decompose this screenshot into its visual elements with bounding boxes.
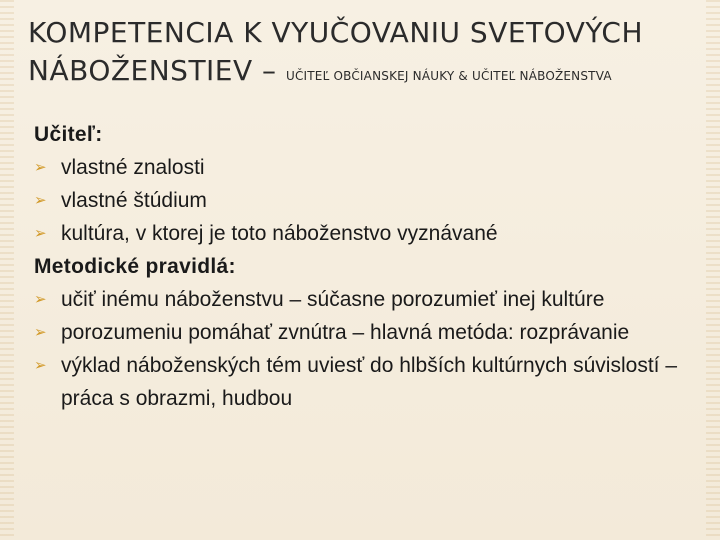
list-item — [34, 217, 694, 250]
title-subtitle: UČITEĽ OBČIANSKEJ NÁUKY & UČITEĽ NÁBOŽENSTVA — [285, 69, 612, 83]
arrow-bullet-icon: ➢ — [34, 323, 47, 341]
arrow-bullet-icon: ➢ — [34, 158, 47, 176]
title-line-2 — [28, 52, 708, 95]
list-item-text: učiť inému náboženstvu – súčasne porozumieť inej kultúre — [61, 288, 605, 311]
section-heading-teacher: Učiteľ: — [34, 123, 103, 146]
title-line-1: KOMPETENCIA K VYUČOVANIU SVETOVÝCH — [28, 16, 644, 49]
decorative-border-left — [0, 0, 14, 540]
slide-content — [34, 118, 694, 415]
list-item-text: vlastné znalosti — [61, 156, 205, 179]
arrow-bullet-icon: ➢ — [34, 224, 47, 242]
section-heading-methods: Metodické pravidlá: — [34, 255, 236, 278]
list-item — [34, 316, 694, 349]
decorative-border-right — [706, 0, 720, 540]
slide-title — [28, 14, 708, 95]
list-item-text: porozumeniu pomáhať zvnútra – hlavná metóda: rozprávanie — [61, 321, 630, 344]
list-item — [34, 151, 694, 184]
list-item-text: vlastné štúdium — [61, 189, 207, 212]
list-item — [34, 349, 694, 415]
list-item-text: výklad náboženských tém uviesť do hlbších kultúrnych súvislostí – práca s obrazmi, hudbou — [61, 354, 678, 410]
arrow-bullet-icon: ➢ — [34, 356, 47, 374]
list-item — [34, 184, 694, 217]
title-line-2-main: NÁBOŽENSTIEV – — [28, 54, 286, 87]
list-item — [34, 283, 694, 316]
arrow-bullet-icon: ➢ — [34, 191, 47, 209]
arrow-bullet-icon: ➢ — [34, 290, 47, 308]
list-item-text: kultúra, v ktorej je toto náboženstvo vyznávané — [61, 222, 498, 245]
